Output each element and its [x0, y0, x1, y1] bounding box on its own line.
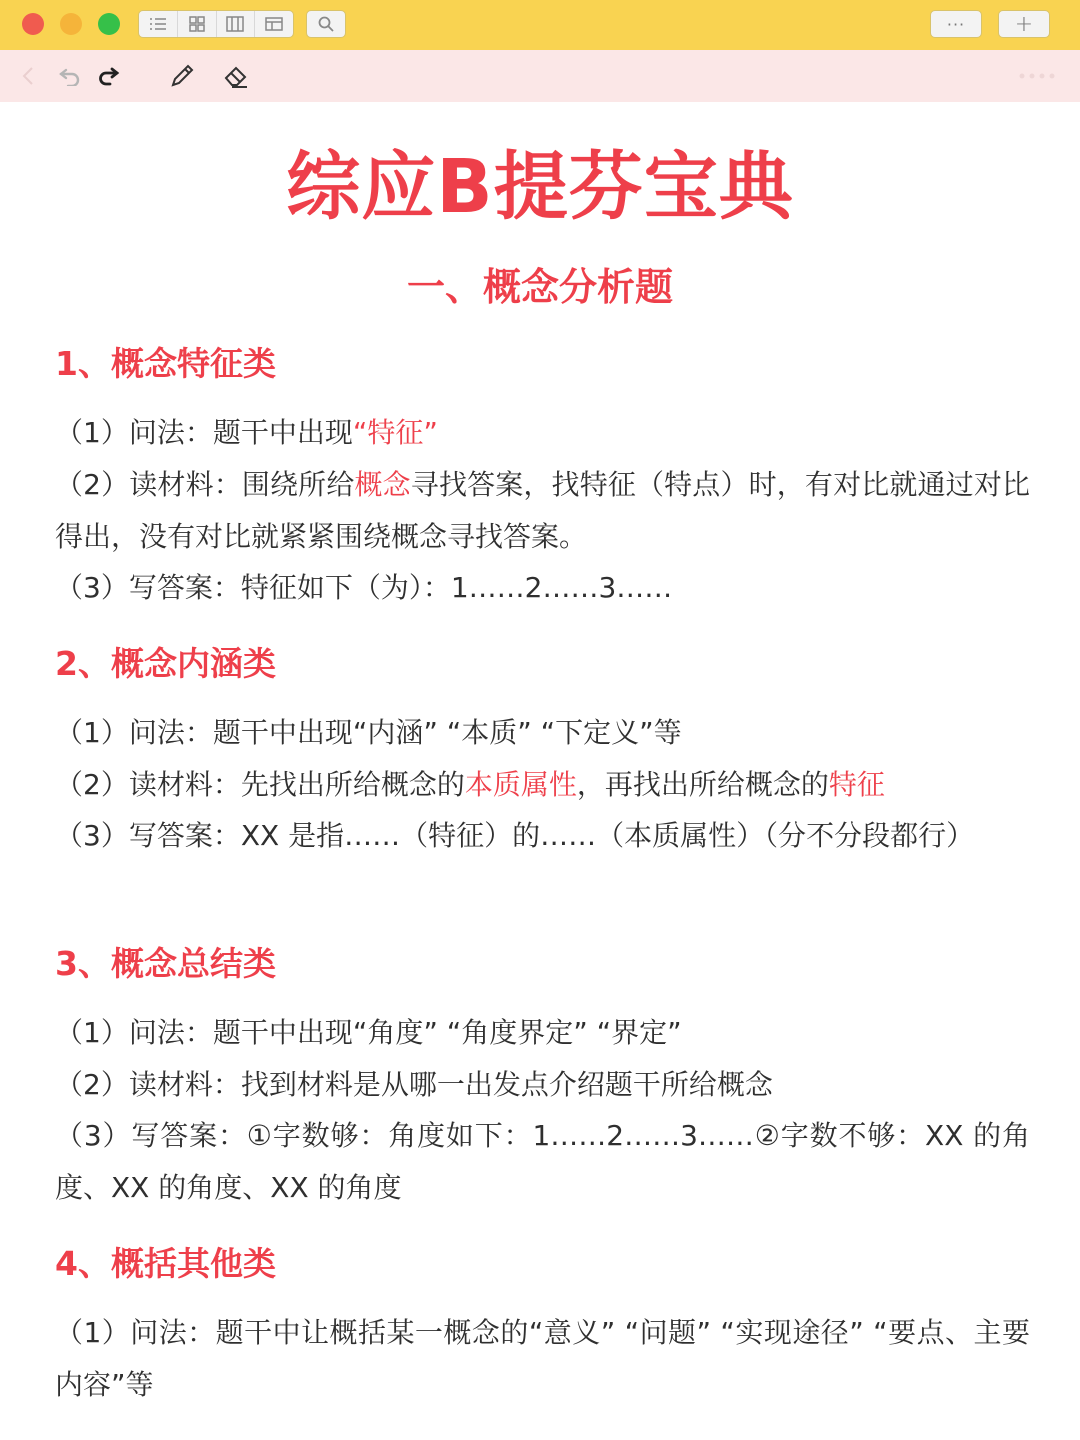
section-title: 一、概念分析题: [399, 256, 681, 311]
view-mode-switcher: [138, 10, 294, 38]
search-icon: [318, 16, 334, 32]
cat2-line-reading: （2）读材料：先找出所给概念的本质属性，再找出所给概念的特征: [55, 768, 885, 801]
cat1-line-question: （1）问法：题干中出现“特征”: [55, 416, 438, 449]
search-button[interactable]: [306, 10, 346, 38]
cat3-line-answer: （3）写答案：①字数够：角度如下：1……2……3……②字数不够：XX 的角度、XX 的角度、XX 的角度: [55, 1119, 1030, 1204]
zoom-window-button[interactable]: [98, 13, 120, 35]
category-heading-1: 1、概念特征类: [55, 344, 276, 383]
cat1-line-reading: （2）读材料：围绕所给概念寻找答案，找特征（特点）时，有对比就通过对比得出，没有对比就紧紧围绕概念寻找答案。: [55, 468, 1030, 553]
gallery-view-icon[interactable]: [255, 11, 293, 37]
redo-icon[interactable]: [94, 62, 122, 90]
minimize-window-button[interactable]: [60, 13, 82, 35]
cat3-line-reading: （2）读材料：找到材料是从哪一出发点介绍题干所给概念: [55, 1068, 773, 1101]
more-options-button[interactable]: ···: [930, 10, 982, 38]
cat2-line-question: （1）问法：题干中出现“内涵” “本质” “下定义”等: [55, 716, 682, 749]
close-window-button[interactable]: [22, 13, 44, 35]
add-note-button[interactable]: +: [998, 10, 1050, 38]
category-heading-3: 3、概念总结类: [55, 944, 276, 983]
category-heading-4: 4、概括其他类: [55, 1244, 276, 1283]
category-heading-2: 2、概念内涵类: [55, 644, 276, 683]
document-title: 综应B提芬宝典: [286, 144, 794, 230]
pencil-icon[interactable]: [168, 62, 196, 90]
window-titlebar: [0, 0, 1080, 50]
grid-view-icon[interactable]: [178, 11, 217, 37]
undo-icon[interactable]: [56, 62, 84, 90]
back-icon[interactable]: [14, 62, 42, 90]
eraser-icon[interactable]: [222, 62, 250, 90]
list-view-icon[interactable]: [139, 11, 178, 37]
cat4-line-question: （1）问法：题干中让概括某一概念的“意义” “问题” “实现途径” “要点、主要内容”等: [55, 1316, 1030, 1401]
section-header: [0, 256, 1080, 311]
edit-toolbar: [0, 50, 1080, 102]
cat3-line-question: （1）问法：题干中出现“角度” “角度界定” “界定”: [55, 1016, 682, 1049]
book-view-icon[interactable]: [217, 11, 256, 37]
cat1-line-answer: （3）写答案：特征如下（为）：1……2……3……: [55, 571, 673, 604]
toolbar-more-icon[interactable]: [1016, 62, 1060, 90]
cat2-line-answer: （3）写答案：XX 是指……（特征）的……（本质属性）（分不分段都行）: [55, 819, 975, 852]
